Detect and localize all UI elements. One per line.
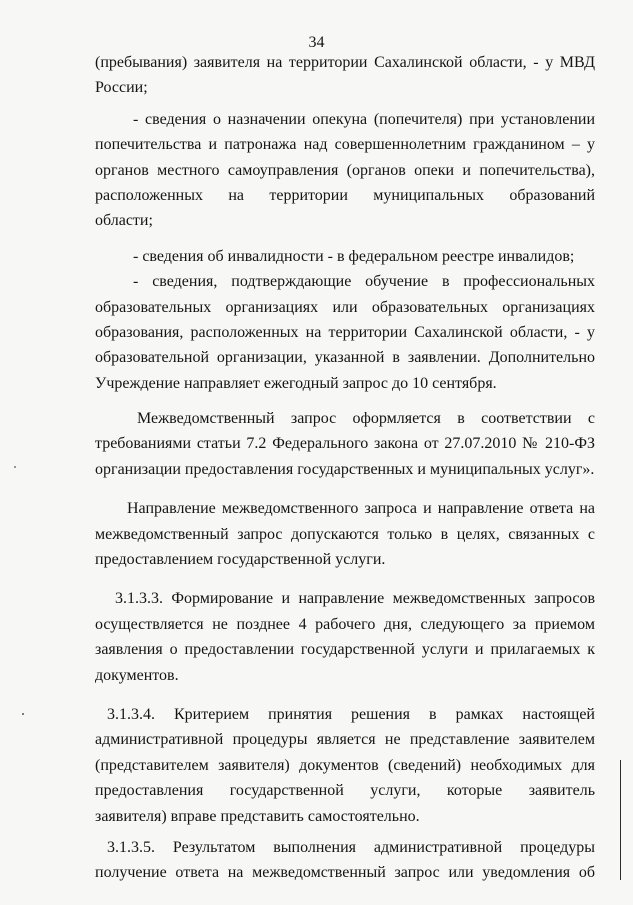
scan-speck bbox=[22, 713, 24, 715]
text-line: осуществляется не позднее 4 рабочего дня, следующего за приемом bbox=[95, 615, 595, 633]
scan-margin-line bbox=[620, 760, 621, 880]
scan-speck bbox=[14, 466, 16, 468]
text-line: требованиями статьи 7.2 Федерального закона от 27.07.2010 № 210-ФЗ bbox=[95, 435, 595, 453]
text-line: России; bbox=[95, 79, 148, 97]
text-line: предоставления государственной услуги, которые заявитель bbox=[95, 782, 595, 800]
text-line: расположенных на территории муниципальных образований bbox=[95, 186, 595, 204]
text-line: - сведения о назначении опекуна (попечителя) при установлении bbox=[133, 110, 595, 128]
text-line: попечительства и патронажа над совершеннолетним гражданином – у bbox=[95, 136, 595, 154]
text-line: документов. bbox=[95, 666, 179, 684]
text-line: - сведения, подтверждающие обучение в профессиональных bbox=[133, 273, 595, 291]
text-line: образовательной организации, указанной в заявлении. Дополнительно bbox=[95, 349, 595, 367]
page-number: 34 bbox=[308, 34, 325, 51]
text-line: (пребывания) заявителя на территории Сахалинской области, - у МВД bbox=[95, 54, 595, 71]
text-line: образовательных организациях или образовательных организациях bbox=[95, 298, 595, 316]
text-line: - сведения об инвалидности - в федеральном реестре инвалидов; bbox=[133, 247, 575, 265]
text-line: образования, расположенных на территории Сахалинской области, - у bbox=[95, 323, 595, 341]
text-line: предоставлением государственной услуги. bbox=[95, 551, 386, 569]
text-line: 3.1.3.3. Формирование и направление межведомственных запросов bbox=[115, 590, 595, 608]
text-line: административной процедуры является не представление заявителем bbox=[95, 731, 595, 749]
text-line: Направление межведомственного запроса и направление ответа на bbox=[127, 500, 595, 518]
text-line: получение ответа на межведомственный запрос или уведомления об bbox=[95, 864, 595, 882]
text-line: области; bbox=[95, 212, 153, 230]
text-line: межведомственный запрос допускаются только в целях, связанных с bbox=[95, 525, 595, 543]
text-line: организации предоставления государственных и муниципальных услуг». bbox=[95, 460, 595, 478]
text-line: Учреждение направляет ежегодный запрос до 10 сентября. bbox=[95, 374, 497, 392]
text-line: органов местного самоуправления (органов опеки и попечительства), bbox=[95, 161, 595, 179]
text-line: Межведомственный запрос оформляется в соответствии с bbox=[137, 410, 595, 428]
text-line: (представителем заявителя) документов (сведений) необходимых для bbox=[95, 756, 595, 774]
text-line: заявителя) вправе представить самостоятельно. bbox=[95, 807, 420, 825]
text-line: 3.1.3.5. Результатом выполнения административной процедуры bbox=[107, 838, 595, 856]
text-line: 3.1.3.4. Критерием принятия решения в рамках настоящей bbox=[107, 705, 595, 723]
text-line: заявления о предоставлении государственной услуги и прилагаемых к bbox=[95, 641, 595, 659]
document-body bbox=[95, 50, 595, 886]
